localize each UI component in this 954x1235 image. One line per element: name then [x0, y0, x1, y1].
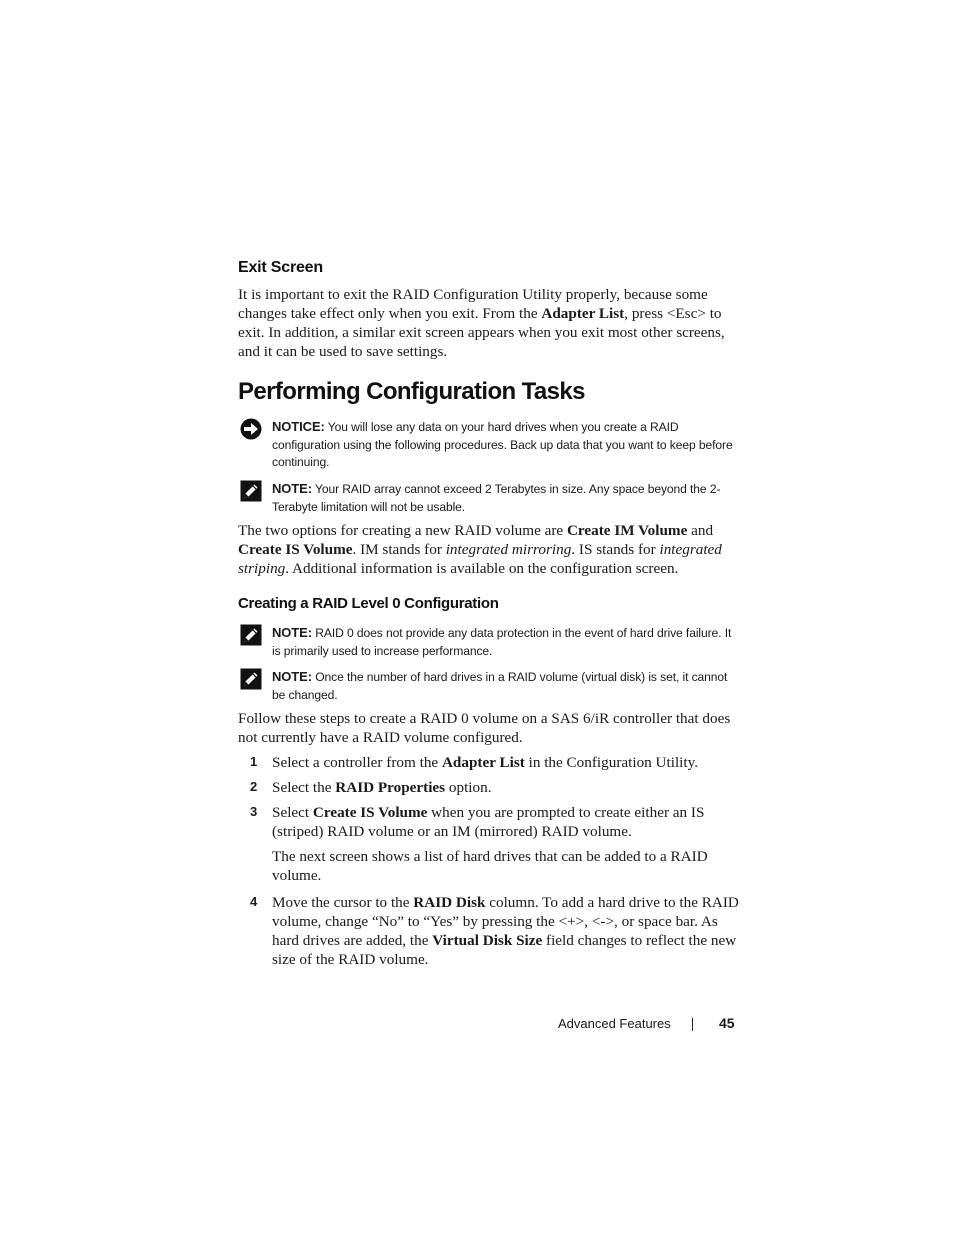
notice-callout	[238, 418, 741, 472]
list-item-step-2	[250, 778, 740, 797]
note-pencil-icon	[240, 668, 262, 690]
step-text: Select Create IS Volume when you are prompted to create either an IS (striped) RAID volume or an IM (mirrored) RAID volume.	[272, 804, 705, 840]
notice-label: NOTICE:	[272, 419, 325, 434]
list-item-step-3	[250, 803, 740, 885]
raid0-intro-paragraph: Follow these steps to create a RAID 0 volume on a SAS 6/iR controller that does not currently have a RAID volume configured.	[238, 710, 731, 746]
page-footer	[556, 1014, 736, 1034]
note-callout-raid0-protection	[238, 624, 741, 660]
note-label: NOTE:	[272, 669, 312, 684]
note-pencil-icon	[240, 480, 262, 502]
notice-arrow-icon	[240, 418, 262, 440]
list-item-step-4	[250, 893, 740, 969]
chapter-heading-performing-configuration-tasks: Performing Configuration Tasks	[238, 378, 585, 405]
note-text: Once the number of hard drives in a RAID volume (virtual disk) is set, it cannot be changed.	[272, 670, 728, 702]
step-subtext: The next screen shows a list of hard drives that can be added to a RAID volume.	[272, 848, 708, 884]
note-text: Your RAID array cannot exceed 2 Terabytes in size. Any space beyond the 2-Terabyte limitation will not be usable.	[272, 482, 721, 514]
footer-divider	[692, 1018, 693, 1031]
step-number: 3	[250, 804, 258, 819]
note-label: NOTE:	[272, 625, 312, 640]
note-text: RAID 0 does not provide any data protection in the event of hard drive failure. It is primarily used to increase performance.	[272, 626, 732, 658]
exit-screen-paragraph: It is important to exit the RAID Configuration Utility properly, because some changes take effect only when you exit. From the Adapter List, press <Esc> to exit. In addition, a similar exit screen appears when you exit most other screens, and it can be used to save settings.	[238, 286, 725, 360]
step-number: 1	[250, 754, 258, 769]
step-text: Select the RAID Properties option.	[272, 779, 492, 796]
note-label: NOTE:	[272, 481, 312, 496]
section-heading-exit-screen: Exit Screen	[238, 259, 323, 276]
list-item-step-1	[250, 753, 740, 772]
subsection-heading-raid0: Creating a RAID Level 0 Configuration	[238, 595, 499, 612]
step-text: Move the cursor to the RAID Disk column. To add a hard drive to the RAID volume, change “No” to “Yes” by pressing the <+>, <->, or space bar. As hard drives are added, the Virtual Disk Size field changes to reflect the new size of the RAID volume.	[272, 894, 739, 968]
note-callout-drive-count	[238, 668, 741, 704]
step-number: 4	[250, 894, 258, 909]
page-number: 45	[719, 1015, 735, 1031]
raid-volume-options-paragraph: The two options for creating a new RAID volume are Create IM Volume and Create IS Volume. IM stands for integrated mirroring. IS stands for integrated striping. Additional information is available on the configuration screen.	[238, 522, 722, 577]
step-text: Select a controller from the Adapter List in the Configuration Utility.	[272, 754, 699, 771]
notice-text: You will lose any data on your hard drives when you create a RAID configuration using the following procedures. Back up data that you want to keep before continuing.	[272, 420, 733, 469]
note-pencil-icon	[240, 624, 262, 646]
step-number: 2	[250, 779, 258, 794]
note-callout-size-limit	[238, 480, 741, 516]
footer-section-title: Advanced Features	[558, 1016, 671, 1031]
